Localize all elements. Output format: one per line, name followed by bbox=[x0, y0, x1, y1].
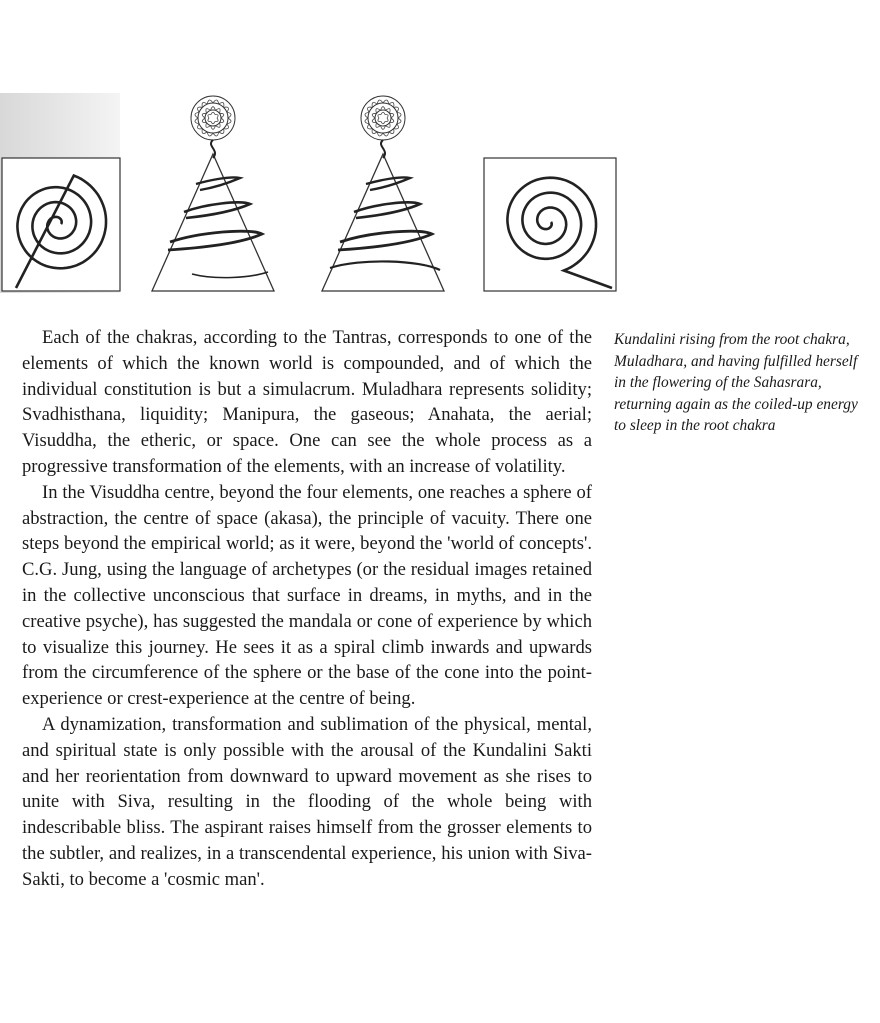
paragraph-dynamization: A dynamization, transformation and sublimation of the physical, mental, and spiritual state is only possible with the arousal of the Kundalini Sakti and her reorientation from downward to upward movement as she rises to unite with Siva, resulting in the flooding of the whole being with indescribable bliss. The aspirant raises himself from the grosser elements to the subtler, and realizes, in a transcendental experience, his union with Siva-Sakti, to become a 'cosmic man'. bbox=[22, 713, 592, 890]
coiled-spiral-icon bbox=[484, 158, 616, 291]
spiral-cone-with-lotus-icon bbox=[152, 96, 274, 291]
lotus-petal bbox=[211, 121, 215, 123]
body-text bbox=[22, 325, 592, 893]
coiled-spiral-icon bbox=[0, 93, 120, 293]
lotus-petal bbox=[208, 118, 211, 122]
figure-caption: Kundalini rising from the root chakra, Muladhara, and having fulfilled herself in the flowering of the Sahasrara, returning again as the coiled-up energy to sleep in the root chakra bbox=[614, 331, 858, 434]
kundalini-figure bbox=[0, 88, 620, 296]
lotus-petal bbox=[385, 118, 388, 122]
paragraph-elements: Each of the chakras, according to the Tantras, corresponds to one of the elements of which the known world is compounded, and of which the individual constitution is but a simulacrum. Muladhara represents solidity; Svadhisthana, liquidity; Manipura, the gaseous; Anahata, the aerial; Visuddha, the etheric, or space. One can see the whole process as a progressive transformation of the elements, with an increase of volatility. bbox=[22, 327, 592, 477]
lotus-petal bbox=[385, 114, 388, 118]
lotus-petal bbox=[378, 118, 381, 122]
lotus-petal bbox=[378, 114, 381, 118]
lotus-petal bbox=[208, 114, 211, 118]
paragraph-visuddha: In the Visuddha centre, beyond the four elements, one reaches a sphere of abstraction, the centre of space (akasa), the principle of vacuity. There one steps beyond the empirical world; as it were, beyond the 'world of concepts'. C.G. Jung, using the language of archetypes (or the residual images retained in the collective unconscious that surface in dreams, in myths, and in the creative psyche), has suggested the mandala or cone of experience by which to visualize this journey. He sees it as a spiral climb inwards and upwards from the circumference of the sphere or the base of the cone into the point-experience or crest-experience at the centre of being. bbox=[22, 481, 592, 710]
lotus-petal bbox=[381, 112, 385, 114]
lotus-petal bbox=[215, 114, 218, 118]
lotus-petal bbox=[381, 121, 385, 123]
spiral-cone-with-lotus-icon bbox=[322, 96, 444, 291]
lotus-petal bbox=[215, 118, 218, 122]
lotus-petal bbox=[211, 112, 215, 114]
